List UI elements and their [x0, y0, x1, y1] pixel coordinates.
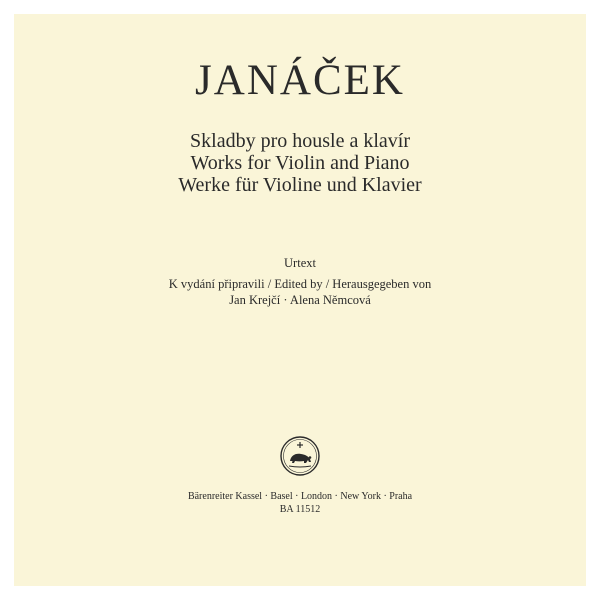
publisher-info	[14, 490, 586, 516]
urtext-label: Urtext	[284, 256, 316, 270]
title-english: Works for Violin and Piano	[190, 152, 410, 174]
editor-names: Jan Krejčí · Alena Němcová	[229, 293, 371, 307]
title-czech: Skladby pro housle a klavír	[190, 130, 410, 152]
composer-name: JANÁČEK	[195, 57, 405, 104]
editor-credits	[14, 276, 586, 308]
publisher-line: Bärenreiter Kassel · Basel · London · New York · Praha	[187, 491, 413, 502]
edited-by-line: K vydání připravili / Edited by / Herausgegeben von	[168, 277, 432, 291]
score-cover	[14, 14, 586, 586]
catalog-number: BA 11512	[279, 504, 321, 515]
baerenreiter-logo-icon	[279, 435, 321, 477]
work-titles	[14, 130, 586, 196]
title-german: Werke für Violine und Klavier	[178, 174, 422, 196]
